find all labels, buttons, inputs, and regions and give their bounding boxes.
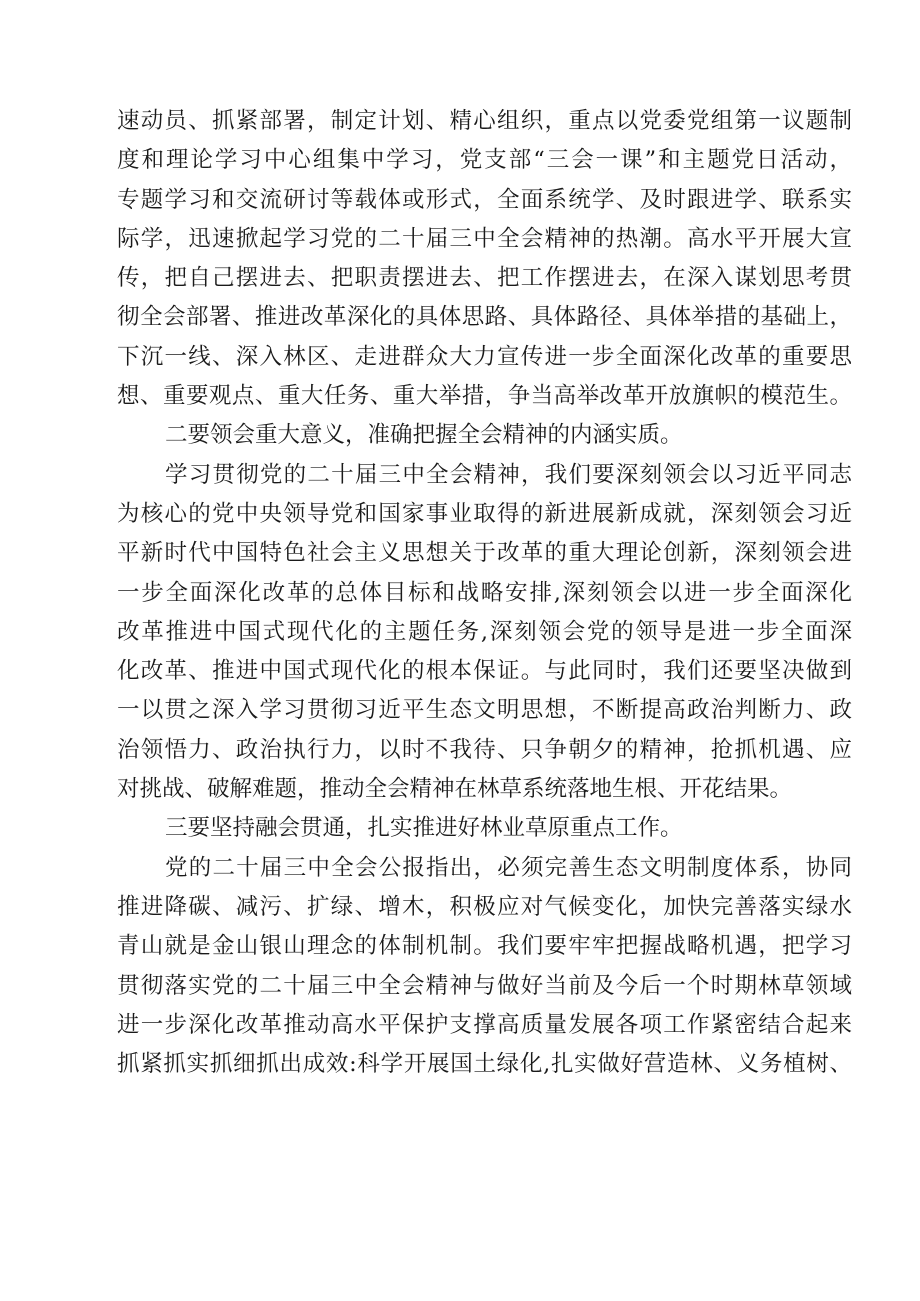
text-line: 彻全会部署、推进改革深化的具体思路、具体路径、具体举措的基础上， [117,304,852,331]
section-heading: 二要领会重大意义，准确把握全会精神的内涵实质。 [165,422,683,449]
section-heading: 三要坚持融会贯通，扎实推进好林业草原重点工作。 [165,815,683,842]
text-line: 学习贯彻党的二十届三中全会精神，我们要深刻领会以习近平同志 [165,461,852,488]
text-line: 改革推进中国式现代化的主题任务,深刻领会党的领导是进一步全面深 [117,618,852,645]
text-line: 为核心的党中央领导党和国家事业取得的新进展新成就，深刻领会习近 [117,500,852,527]
text-line: 下沉一线、深入林区、走进群众大力宣传进一步全面深化改革的重要思 [117,343,852,370]
text-line: 青山就是金山银山理念的体制机制。我们要牢牢把握战略机遇，把学习 [117,933,852,960]
text-line: 想、重要观点、重大任务、重大举措，争当高举改革开放旗帜的模范生。 [117,383,852,410]
text-line: 专题学习和交流研讨等载体或形式，全面系统学、及时跟进学、联系实 [117,186,852,213]
text-line: 推进降碳、减污、扩绿、增木，积极应对气候变化，加快完善落实绿水 [117,893,852,920]
text-line: 传，把自己摆进去、把职责摆进去、把工作摆进去，在深入谋划思考贯 [117,265,852,292]
text-line: 治领悟力、政治执行力，以时不我待、只争朝夕的精神，抢抓机遇、应 [117,736,852,763]
text-line: 速动员、抓紧部署，制定计划、精心组织，重点以党委党组第一议题制 [117,108,852,134]
text-line: 党的二十届三中全会公报指出，必须完善生态文明制度体系，协同 [165,854,852,881]
text-line: 一步全面深化改革的总体目标和战略安排,深刻领会以进一步全面深化 [117,579,852,606]
text-line: 一以贯之深入学习贯彻习近平生态文明思想，不断提高政治判断力、政 [117,697,852,724]
text-line: 抓紧抓实抓细抓出成效:科学开展国土绿化,扎实做好营造林、义务植树、 [117,1051,852,1078]
text-line: 化改革、推进中国式现代化的根本保证。与此同时，我们还要坚决做到 [117,658,852,685]
text-line: 际学，迅速掀起学习党的二十届三中全会精神的热潮。高水平开展大宣 [117,225,852,252]
text-line: 平新时代中国特色社会主义思想关于改革的重大理论创新，深刻领会进 [117,540,852,567]
text-line: 贯彻落实党的二十届三中全会精神与做好当前及今后一个时期林草领域 [117,972,852,999]
text-line: 对挑战、破解难题，推动全会精神在林草系统落地生根、开花结果。 [117,776,793,803]
document-body [117,102,852,1084]
text-line: 进一步深化改革推动高水平保护支撑高质量发展各项工作紧密结合起来 [117,1011,852,1038]
text-line: 度和理论学习中心组集中学习，党支部“三会一课”和主题党日活动， [117,147,852,174]
